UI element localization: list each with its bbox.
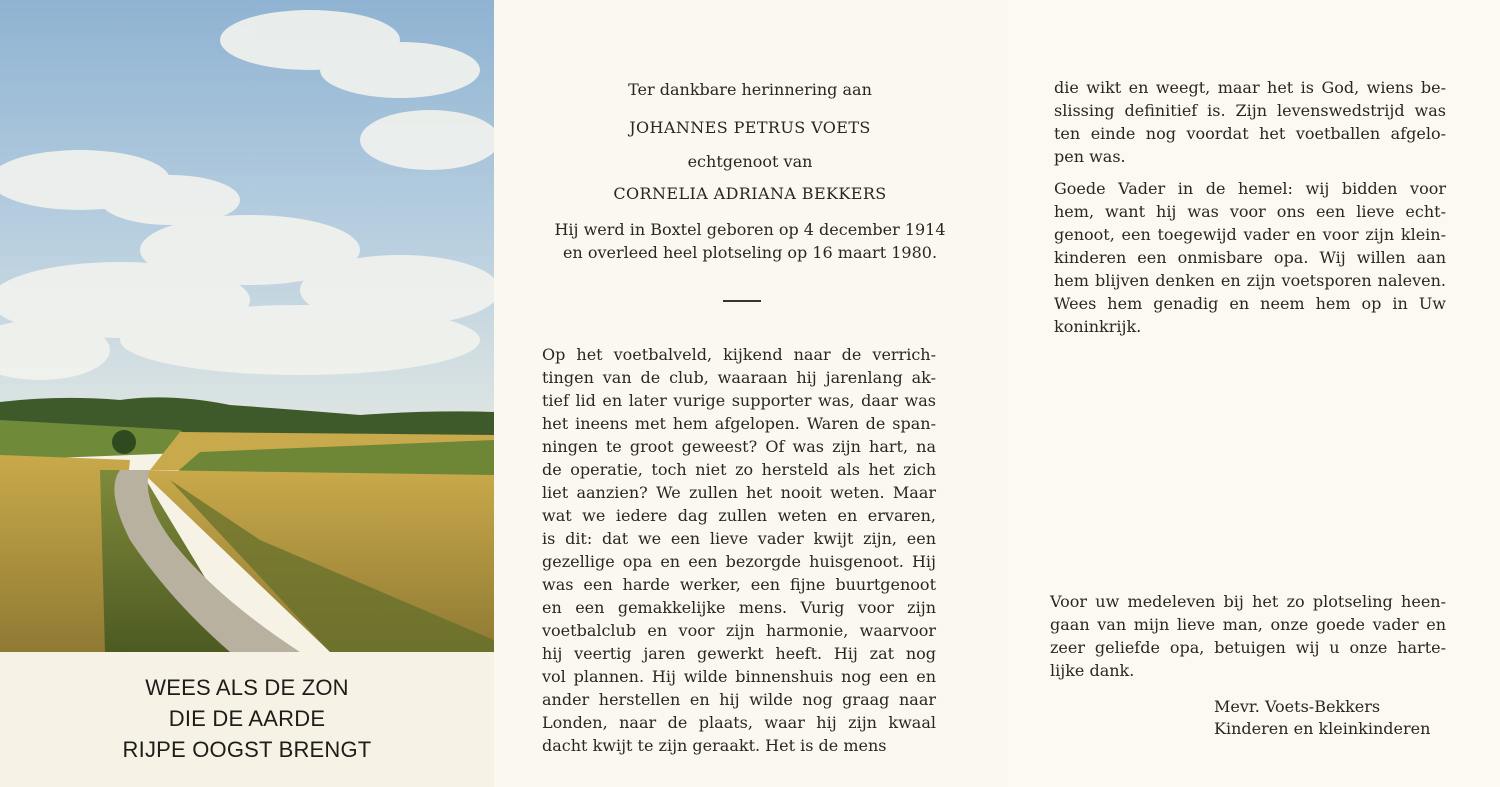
separator-dash — [723, 300, 761, 302]
relation-line: echtgenoot van — [687, 152, 813, 171]
body-line: die wikt en weegt, maar het is God, wiens be- — [1054, 78, 1446, 97]
body-line: voetbalclub en voor zijn harmonie, waarvoor — [542, 621, 936, 640]
biography-paragraph — [542, 343, 936, 757]
landscape-photo — [0, 0, 494, 652]
body-line: Wees hem genadig en neem hem op in Uw — [1054, 294, 1446, 313]
body-line: hem blijven denken en zijn voetsporen naleven. — [1054, 271, 1446, 290]
body-line: hem, want hij was voor ons een lieve echt- — [1054, 202, 1446, 221]
death-line: en overleed heel plotseling op 16 maart 1980. — [562, 243, 938, 262]
cover-title-line: RIJPE OOGST BRENGT — [122, 737, 372, 762]
signature — [1214, 696, 1430, 740]
body-line: was een harde werker, een fijne buurtgenoot — [542, 575, 936, 594]
cover-title-line: WEES ALS DE ZON — [145, 675, 349, 700]
body-line: zeer geliefde opa, betuigen wij u onze harte- — [1050, 638, 1446, 657]
thanks-paragraph — [1050, 590, 1446, 682]
body-line: en een gemakkelijke mens. Vurig voor zijn — [542, 598, 936, 617]
cover-title — [0, 672, 494, 765]
birth-line: Hij werd in Boxtel geboren op 4 december 1914 — [554, 220, 946, 239]
body-line: Goede Vader in de hemel: wij bidden voor — [1054, 179, 1446, 198]
intro-line: Ter dankbare herinnering aan — [628, 80, 872, 99]
body-line: ningen te groot geweest? Of was zijn hart, na — [542, 437, 936, 456]
body-line: hij veertig jaren gewerkt heeft. Hij zat nog — [542, 644, 936, 663]
body-line: ander herstellen en hij wilde nog graag naar — [542, 690, 936, 709]
cover-panel — [0, 0, 494, 787]
body-line: koninkrijk. — [1054, 317, 1142, 336]
body-line: tief lid en later vurige supporter was, daar was — [542, 391, 936, 410]
deceased-name: JOHANNES PETRUS VOETS — [629, 118, 871, 137]
middle-panel — [494, 0, 1006, 787]
body-line: Londen, naar de plaats, waar hij zijn kwaal — [542, 713, 936, 732]
body-line: lijke dank. — [1050, 661, 1135, 680]
body-line: is dit: dat we een lieve vader kwijt zijn, een — [542, 529, 936, 548]
body-line: het ineens met hem afgelopen. Waren de span- — [542, 414, 936, 433]
body-line: ten einde nog voordat het voetballen afgelo- — [1054, 124, 1446, 143]
body-line: de operatie, toch niet zo hersteld als het zich — [542, 460, 936, 479]
spouse-name: CORNELIA ADRIANA BEKKERS — [613, 184, 887, 203]
right-panel — [1006, 0, 1500, 787]
body-line: tingen van de club, waaraan hij jarenlang ak- — [542, 368, 936, 387]
body-line: pen was. — [1054, 147, 1126, 166]
signature-line: Kinderen en kleinkinderen — [1214, 719, 1431, 738]
body-line: gezellige opa en een bezorgde huisgenoot. Hij — [542, 552, 936, 571]
body-line: kinderen een onmisbare opa. Wij willen aan — [1054, 248, 1446, 267]
body-line: dacht kwijt te zijn geraakt. Het is de mens — [542, 736, 887, 755]
signature-line: Mevr. Voets-Bekkers — [1214, 697, 1381, 716]
body-line: genoot, een toegewijd vader en voor zijn klein- — [1054, 225, 1446, 244]
body-line: Voor uw medeleven bij het zo plotseling heen- — [1050, 592, 1446, 611]
prayer-paragraph — [1054, 177, 1446, 338]
body-line: Op het voetbalveld, kijkend naar de verrich- — [542, 345, 936, 364]
body-line: slissing definitief is. Zijn levenswedstrijd was — [1054, 101, 1446, 120]
body-line: wat we iedere dag zullen weten en ervaren, — [542, 506, 936, 525]
body-line: gaan van mijn lieve man, onze goede vader en — [1050, 615, 1446, 634]
body-line: liet aanzien? We zullen het nooit weten. Maar — [542, 483, 936, 502]
continuation-paragraph — [1054, 76, 1446, 168]
body-line: vol plannen. Hij wilde binnenshuis nog een en — [542, 667, 936, 686]
cover-title-line: DIE DE AARDE — [168, 706, 326, 731]
